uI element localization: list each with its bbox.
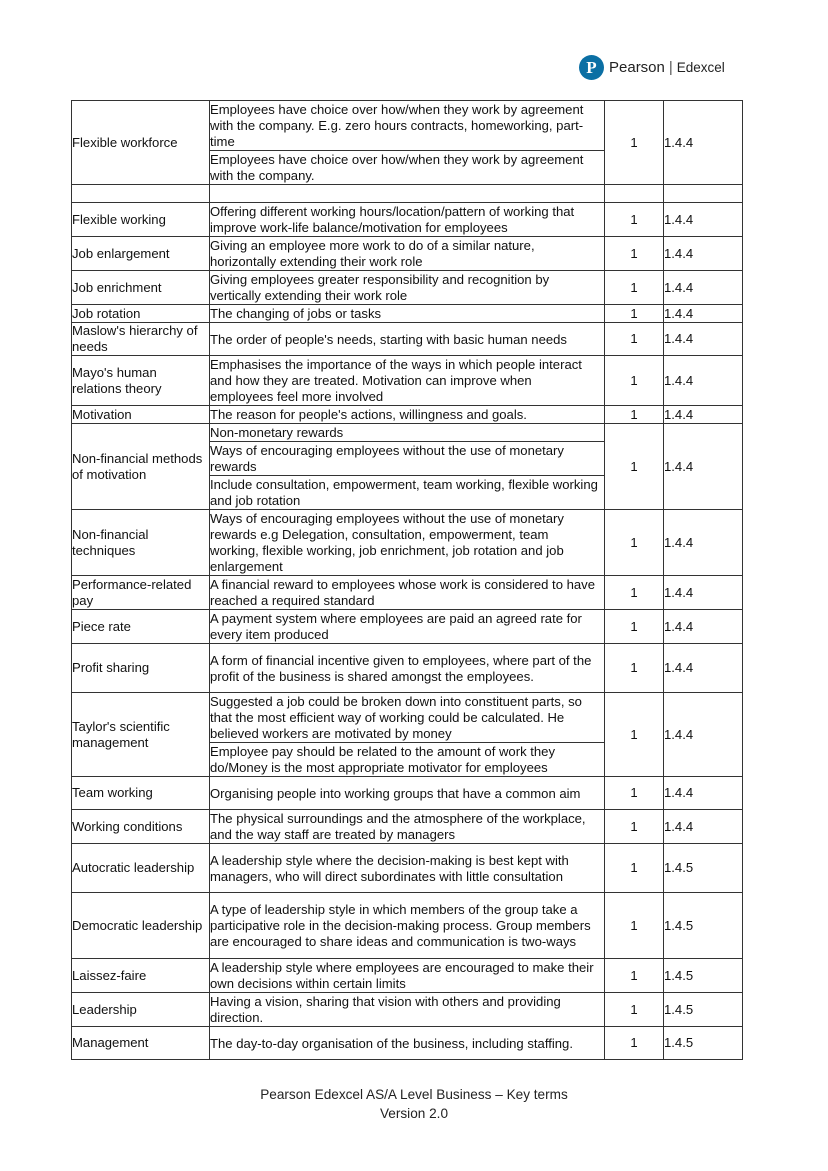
term-cell: Profit sharing xyxy=(72,644,210,693)
table-row xyxy=(72,610,743,644)
table-row xyxy=(72,406,743,424)
spec-ref-cell: 1.4.4 xyxy=(664,406,743,424)
definition-text: Giving an employee more work to do of a similar nature, horizontally extending their work role xyxy=(210,238,535,269)
mark-cell: 1 xyxy=(605,203,664,237)
mark-cell: 1 xyxy=(605,424,664,510)
table-row xyxy=(72,777,743,810)
definition-text: Suggested a job could be broken down into constituent parts, so that the most efficient way of working could be calculated. He believed workers are motivated by money xyxy=(210,694,582,741)
mark-cell xyxy=(605,185,664,203)
table-row xyxy=(72,510,743,576)
mark-cell: 1 xyxy=(605,271,664,305)
term-cell: Working conditions xyxy=(72,810,210,844)
spec-ref-cell: 1.4.5 xyxy=(664,993,743,1027)
definition-text: Offering different working hours/location/pattern of working that improve work-life balance/motivation for employees xyxy=(210,204,575,235)
mark-cell: 1 xyxy=(605,406,664,424)
spec-ref-cell: 1.4.4 xyxy=(664,424,743,510)
mark-cell: 1 xyxy=(605,810,664,844)
definition-text: Employees have choice over how/when they work by agreement with the company. xyxy=(210,150,604,184)
mark-cell: 1 xyxy=(605,356,664,406)
table-row xyxy=(72,356,743,406)
table-row xyxy=(72,101,743,185)
mark-cell: 1 xyxy=(605,844,664,893)
term-cell xyxy=(72,185,210,203)
table-row xyxy=(72,271,743,305)
table-row xyxy=(72,185,743,203)
mark-cell: 1 xyxy=(605,1027,664,1060)
definition-text: Ways of encouraging employees without the use of monetary rewards xyxy=(210,441,604,475)
definition-cell xyxy=(210,406,605,424)
table-row xyxy=(72,959,743,993)
mark-cell: 1 xyxy=(605,777,664,810)
table-row xyxy=(72,237,743,271)
table-row xyxy=(72,993,743,1027)
spec-ref-cell: 1.4.4 xyxy=(664,237,743,271)
table-row xyxy=(72,644,743,693)
definition-text: A financial reward to employees whose work is considered to have reached a required standard xyxy=(210,577,596,608)
table-row xyxy=(72,305,743,323)
definition-cell xyxy=(210,610,605,644)
spec-ref-cell: 1.4.4 xyxy=(664,323,743,356)
spec-ref-cell: 1.4.4 xyxy=(664,305,743,323)
term-cell: Performance-related pay xyxy=(72,576,210,610)
mark-cell: 1 xyxy=(605,959,664,993)
definition-text: Giving employees greater responsibility and recognition by vertically extending their work role xyxy=(210,272,550,303)
table-row xyxy=(72,424,743,510)
definition-text: A leadership style where the decision-making is best kept with managers, who will direct subordinates with little consultation xyxy=(210,852,569,884)
definition-text: Emphasises the importance of the ways in which people interact and how they are treated. Motivation can improve when employees feel more involved xyxy=(210,357,582,404)
term-cell: Flexible working xyxy=(72,203,210,237)
table-row xyxy=(72,576,743,610)
table-row xyxy=(72,810,743,844)
mark-cell: 1 xyxy=(605,993,664,1027)
spec-ref-cell: 1.4.4 xyxy=(664,356,743,406)
mark-cell: 1 xyxy=(605,893,664,959)
key-terms-table xyxy=(71,100,743,1060)
spec-ref-cell: 1.4.4 xyxy=(664,644,743,693)
definition-text: The day-to-day organisation of the business, including staffing. xyxy=(210,1035,573,1051)
definition-cell xyxy=(210,993,605,1027)
definition-cell xyxy=(210,356,605,406)
spec-ref-cell: 1.4.4 xyxy=(664,777,743,810)
spec-ref-cell xyxy=(664,185,743,203)
definition-text: Include consultation, empowerment, team working, flexible working and job rotation xyxy=(210,475,604,509)
spec-ref-cell: 1.4.5 xyxy=(664,959,743,993)
definition-cell xyxy=(210,323,605,356)
definition-cell xyxy=(210,101,605,185)
definition-cell xyxy=(210,510,605,576)
term-cell: Job rotation xyxy=(72,305,210,323)
pearson-logo-icon: P xyxy=(579,55,604,80)
spec-ref-cell: 1.4.5 xyxy=(664,844,743,893)
definition-text: Organising people into working groups that have a common aim xyxy=(210,785,581,801)
pearson-edexcel-logo xyxy=(579,53,725,81)
spec-ref-cell: 1.4.4 xyxy=(664,576,743,610)
definition-cell xyxy=(210,777,605,810)
mark-cell: 1 xyxy=(605,323,664,356)
term-cell: Piece rate xyxy=(72,610,210,644)
spec-ref-cell: 1.4.5 xyxy=(664,893,743,959)
page-footer xyxy=(0,1085,828,1123)
term-cell: Motivation xyxy=(72,406,210,424)
term-cell: Maslow's hierarchy of needs xyxy=(72,323,210,356)
table-row xyxy=(72,893,743,959)
mark-cell: 1 xyxy=(605,101,664,185)
definition-cell xyxy=(210,893,605,959)
definition-text: Having a vision, sharing that vision with others and providing direction. xyxy=(210,994,561,1025)
term-cell: Flexible workforce xyxy=(72,101,210,185)
definition-text: A form of financial incentive given to employees, where part of the profit of the business is shared amongst the employees. xyxy=(210,652,592,684)
definition-text: A leadership style where employees are encouraged to make their own decisions within certain limits xyxy=(210,960,594,991)
definition-cell xyxy=(210,644,605,693)
mark-cell: 1 xyxy=(605,510,664,576)
mark-cell: 1 xyxy=(605,644,664,693)
term-cell: Mayo's human relations theory xyxy=(72,356,210,406)
footer-version: Version 2.0 xyxy=(379,1106,448,1121)
definition-cell xyxy=(210,185,605,203)
definition-text: A payment system where employees are paid an agreed rate for every item produced xyxy=(210,611,582,642)
term-cell: Laissez-faire xyxy=(72,959,210,993)
definition-text: Ways of encouraging employees without the use of monetary rewards e.g Delegation, consultation, empowerment, team working, flexible working, job enrichment, job rotation and job enlargement xyxy=(210,511,564,574)
definition-cell xyxy=(210,844,605,893)
definition-cell xyxy=(210,424,605,510)
term-cell: Democratic leadership xyxy=(72,893,210,959)
definition-cell xyxy=(210,203,605,237)
mark-cell: 1 xyxy=(605,693,664,777)
spec-ref-cell: 1.4.4 xyxy=(664,203,743,237)
definition-cell xyxy=(210,693,605,777)
mark-cell: 1 xyxy=(605,610,664,644)
definition-cell xyxy=(210,237,605,271)
definition-text: The changing of jobs or tasks xyxy=(210,306,382,321)
term-cell: Taylor's scientific management xyxy=(72,693,210,777)
definition-text: Employees have choice over how/when they work by agreement with the company. E.g. zero hours contracts, homeworking, part-time xyxy=(210,102,584,149)
table-row xyxy=(72,844,743,893)
term-cell: Job enrichment xyxy=(72,271,210,305)
term-cell: Job enlargement xyxy=(72,237,210,271)
spec-ref-cell: 1.4.5 xyxy=(664,1027,743,1060)
definition-text: Employee pay should be related to the amount of work they do/Money is the most appropriate motivator for employees xyxy=(210,742,604,776)
term-cell: Autocratic leadership xyxy=(72,844,210,893)
term-cell: Leadership xyxy=(72,993,210,1027)
definition-cell xyxy=(210,959,605,993)
definition-cell xyxy=(210,1027,605,1060)
spec-ref-cell: 1.4.4 xyxy=(664,693,743,777)
spec-ref-cell: 1.4.4 xyxy=(664,510,743,576)
spec-ref-cell: 1.4.4 xyxy=(664,610,743,644)
definition-cell xyxy=(210,810,605,844)
logo-separator: | xyxy=(668,58,673,76)
definition-text: The reason for people's actions, willingness and goals. xyxy=(210,407,527,422)
spec-ref-cell: 1.4.4 xyxy=(664,271,743,305)
product-name: Edexcel xyxy=(676,59,725,75)
term-cell: Non-financial methods of motivation xyxy=(72,424,210,510)
definition-text: Non-monetary rewards xyxy=(210,425,344,440)
brand-name: Pearson xyxy=(609,58,665,76)
spec-ref-cell: 1.4.4 xyxy=(664,810,743,844)
table-row xyxy=(72,1027,743,1060)
definition-text: A type of leadership style in which members of the group take a participative role in the decision-making process. Group members are encouraged to share ideas and communication is two-ways xyxy=(210,902,591,949)
term-cell: Non-financial techniques xyxy=(72,510,210,576)
table-row xyxy=(72,203,743,237)
mark-cell: 1 xyxy=(605,576,664,610)
mark-cell: 1 xyxy=(605,305,664,323)
table-row xyxy=(72,323,743,356)
term-cell: Management xyxy=(72,1027,210,1060)
footer-title: Pearson Edexcel AS/A Level Business – Key terms xyxy=(260,1087,568,1102)
definition-cell xyxy=(210,576,605,610)
definition-cell xyxy=(210,305,605,323)
definition-text xyxy=(210,193,604,194)
term-cell: Team working xyxy=(72,777,210,810)
table-row xyxy=(72,693,743,777)
spec-ref-cell: 1.4.4 xyxy=(664,101,743,185)
definition-text: The physical surroundings and the atmosphere of the workplace, and the way staff are treated by managers xyxy=(210,811,586,842)
definition-text: The order of people's needs, starting with basic human needs xyxy=(210,331,567,347)
mark-cell: 1 xyxy=(605,237,664,271)
definition-cell xyxy=(210,271,605,305)
